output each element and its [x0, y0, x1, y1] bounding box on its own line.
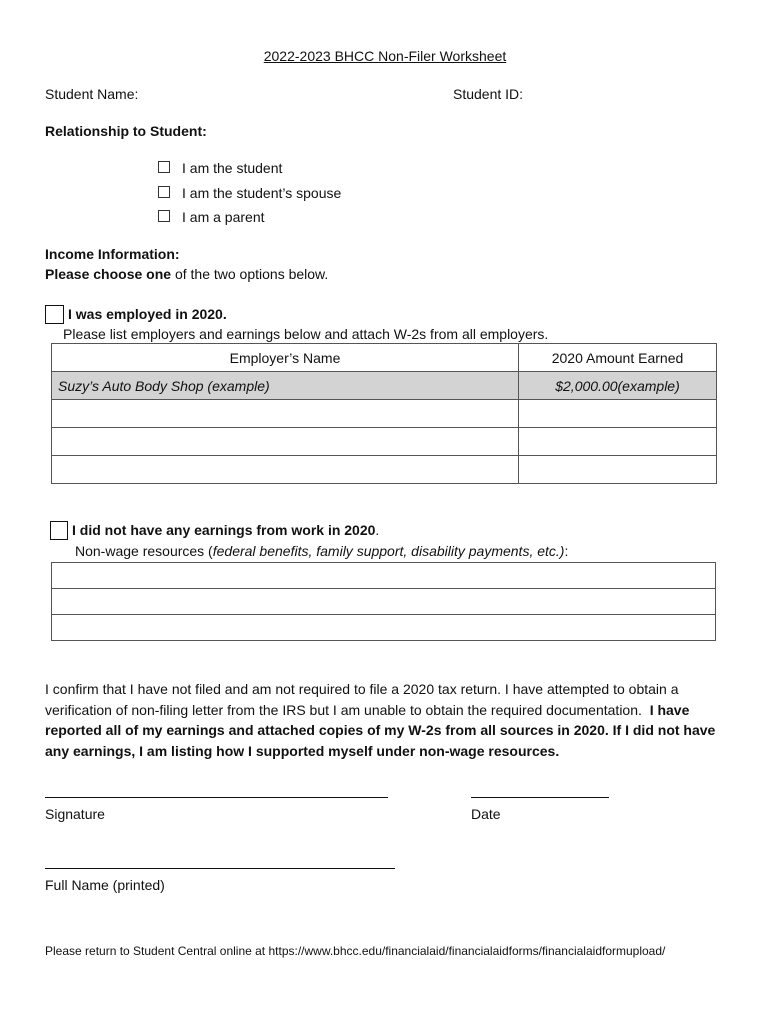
employed-checkbox[interactable]: [45, 305, 64, 324]
no-earnings-label-bold: I did not have any earnings from work in 2020: [72, 522, 376, 538]
column-header-employer: Employer’s Name: [52, 344, 519, 372]
checkbox-icon[interactable]: [158, 186, 170, 198]
confirmation-statement: [45, 679, 730, 761]
no-earnings-label: [72, 522, 379, 538]
non-wage-instruction-start: Non-wage resources (: [75, 543, 213, 559]
relationship-label: Relationship to Student:: [45, 123, 207, 139]
table-row-example: [52, 372, 717, 400]
non-wage-input-cell[interactable]: [52, 615, 716, 641]
example-amount-cell: $2,000.00(example): [519, 372, 717, 400]
non-wage-instruction-italic: federal benefits, family support, disability payments, etc.): [212, 543, 565, 559]
student-id-label: Student ID:: [453, 86, 524, 102]
student-name-label: Student Name:: [45, 86, 139, 102]
confirmation-text-bold: I have reported all of my earnings and attached copies of my W-2s from all sources in 2020. If I did not have any earnings, I am listing how I supported myself under non-wage resources.: [45, 701, 716, 759]
page-title: 2022-2023 BHCC Non-Filer Worksheet: [263, 48, 507, 64]
confirmation-text: I confirm that I have not filed and am not required to file a 2020 tax return. I have attempted to obtain a verification of non-filing letter from the IRS but I am unable to obtain the required documentation.: [45, 681, 679, 718]
option-label: I am the student: [182, 160, 283, 176]
amount-input-cell[interactable]: [519, 400, 717, 428]
non-wage-instruction-end: :: [564, 543, 569, 559]
table-row[interactable]: [52, 615, 716, 641]
amount-input-cell[interactable]: [519, 456, 717, 484]
non-wage-input-cell[interactable]: [52, 563, 716, 589]
checkbox-icon[interactable]: [158, 161, 170, 173]
table-row[interactable]: [52, 589, 716, 615]
table-row[interactable]: [52, 456, 717, 484]
table-row[interactable]: [52, 563, 716, 589]
checkbox-icon[interactable]: [158, 210, 170, 222]
employer-input-cell[interactable]: [52, 400, 519, 428]
no-earnings-checkbox[interactable]: [50, 521, 68, 540]
employed-instruction: Please list employers and earnings below and attach W-2s from all employers.: [63, 326, 549, 342]
non-wage-instruction: [75, 543, 568, 559]
relationship-option-spouse[interactable]: [158, 185, 341, 201]
amount-input-cell[interactable]: [519, 428, 717, 456]
relationship-option-parent[interactable]: [158, 209, 265, 225]
example-employer-cell: Suzy’s Auto Body Shop (example): [52, 372, 519, 400]
non-wage-input-cell[interactable]: [52, 589, 716, 615]
signature-label: Signature: [45, 806, 105, 822]
option-label: I am the student’s spouse: [182, 185, 342, 201]
footer-instruction: Please return to Student Central online at https://www.bhcc.edu/financialaid/financialaidforms/financialaidformupload/: [45, 944, 666, 958]
column-header-amount: 2020 Amount Earned: [519, 344, 717, 372]
table-row[interactable]: [52, 428, 717, 456]
date-line[interactable]: [471, 797, 609, 798]
employer-input-cell[interactable]: [52, 428, 519, 456]
income-heading: Income Information:: [45, 246, 180, 262]
table-row[interactable]: [52, 400, 717, 428]
employer-input-cell[interactable]: [52, 456, 519, 484]
income-instruction-rest: of the two options below.: [171, 266, 329, 282]
date-label: Date: [471, 806, 501, 822]
employed-label: I was employed in 2020.: [68, 306, 227, 322]
full-name-line[interactable]: [45, 868, 395, 869]
income-instruction: [45, 266, 328, 282]
signature-line[interactable]: [45, 797, 388, 798]
table-header-row: [52, 344, 717, 372]
no-earnings-label-end: .: [375, 522, 380, 538]
employer-table: [51, 343, 717, 484]
full-name-label: Full Name (printed): [45, 877, 165, 893]
non-wage-table: [51, 562, 716, 641]
relationship-option-student[interactable]: [158, 160, 282, 176]
option-label: I am a parent: [182, 209, 265, 225]
income-instruction-bold: Please choose one: [45, 266, 172, 282]
